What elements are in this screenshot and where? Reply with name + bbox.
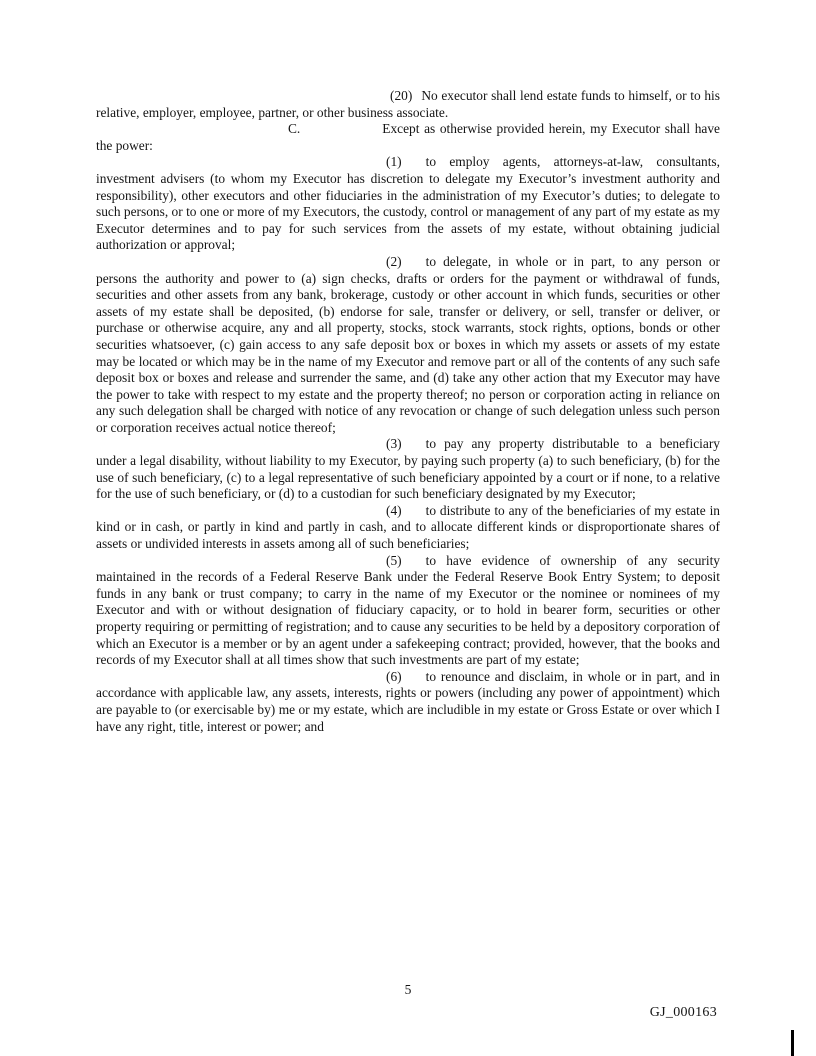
power-item-5 <box>96 553 720 669</box>
item-number: (1) <box>386 154 402 170</box>
clause-number: (20) <box>390 88 413 103</box>
item-text: to distribute to any of the beneficiaries of my estate in kind or in cash, or partly in kind and partly in cash, and to allocate different kinds or disproportionate shares of assets or undivided interests in assets among all of such beneficiaries; <box>96 502 720 552</box>
item-number: (3) <box>386 436 402 452</box>
power-item-3 <box>96 436 720 502</box>
item-number: (6) <box>386 668 402 684</box>
section-c-paragraph <box>96 121 720 154</box>
page-number: 5 <box>404 982 412 997</box>
item-number: (4) <box>386 502 402 518</box>
item-text: to have evidence of ownership of any security maintained in the records of a Federal Reserve Bank under the Federal Reserve Book Entry System; to deposit funds in any bank or trust company; to carry in the name of my Executor or the nominee or nominees of my Executor and with or without designation of fiduciary capacity, or to hold in bearer form, securities or other property requiring or permitting of registration; and to cause any securities to be held by a depository corporation of which an Executor is a member or by an agent under a safekeeping contract; provided, however, that the books and records of my Executor shall at all times show that such investments are part of my estate; <box>96 552 720 668</box>
power-item-2 <box>96 254 720 437</box>
clause-20-paragraph <box>96 88 720 121</box>
power-item-6 <box>96 669 720 735</box>
section-text: Except as otherwise provided herein, my Executor shall have the power: <box>96 121 720 153</box>
item-text: to employ agents, attorneys-at-law, consultants, investment advisers (to whom my Executor has discretion to delegate my Executor’s investment authority and responsibility), other executors and other fiduciaries in the administration of my Executor’s duties; to delegate to such persons, or to one or more of my Executors, the custody, control or management of any part of my estate as my Executor determines and to pay for such services from the assets of my estate, without obtaining judicial authorization or approval; <box>96 154 720 253</box>
document-body <box>96 88 720 735</box>
power-item-4 <box>96 503 720 553</box>
item-text: to renounce and disclaim, in whole or in part, and in accordance with applicable law, any assets, interests, rights or powers (including any power of appointment) which are payable to (or exercisable by) me or my estate, which are includible in my estate or Gross Estate or over which I have any right, title, interest or power; and <box>96 668 720 734</box>
item-text: to delegate, in whole or in part, to any person or persons the authority and power to (a) sign checks, drafts or orders for the payment or withdrawal of funds, securities and other assets from any bank, brokerage, custody or other account in which funds, securities or other assets of my estate shall be deposited, (b) endorse for sale, transfer or delivery, or sell, transfer or deliver, or purchase or otherwise acquire, any and all property, stocks, stock warrants, stock rights, options, bonds or other securities whatsoever, (c) gain access to any safe deposit box or boxes in which my assets or assets of my estate may be located or which may be in the name of my Executor and remove part or all of the contents of any such safe deposit box or boxes and release and surrender the same, and (d) take any other action that my Executor may have the power to take with respect to my estate and the property thereof; no person or corporation acting in reliance on any such delegation shall be charged with notice of any revocation or change of such delegation unless such person or corporation receives actual notice thereof; <box>96 253 720 435</box>
clause-text: No executor shall lend estate funds to himself, or to his relative, employer, employee, partner, or other business associate. <box>96 88 720 120</box>
power-item-1 <box>96 154 720 254</box>
item-number: (2) <box>386 253 402 269</box>
scan-artifact <box>791 1030 794 1056</box>
item-number: (5) <box>386 552 402 568</box>
item-text: to pay any property distributable to a beneficiary under a legal disability, without liability to my Executor, by paying such property (a) to such beneficiary, (b) for the use of such beneficiary, (c) to a legal representative of such beneficiary appointed by a court or if none, to a relative for the use of such beneficiary, or (d) to a custodian for such beneficiary designated by my Executor; <box>96 436 720 502</box>
bates-number: GJ_000163 <box>649 1005 717 1020</box>
section-label: C. <box>288 121 301 137</box>
